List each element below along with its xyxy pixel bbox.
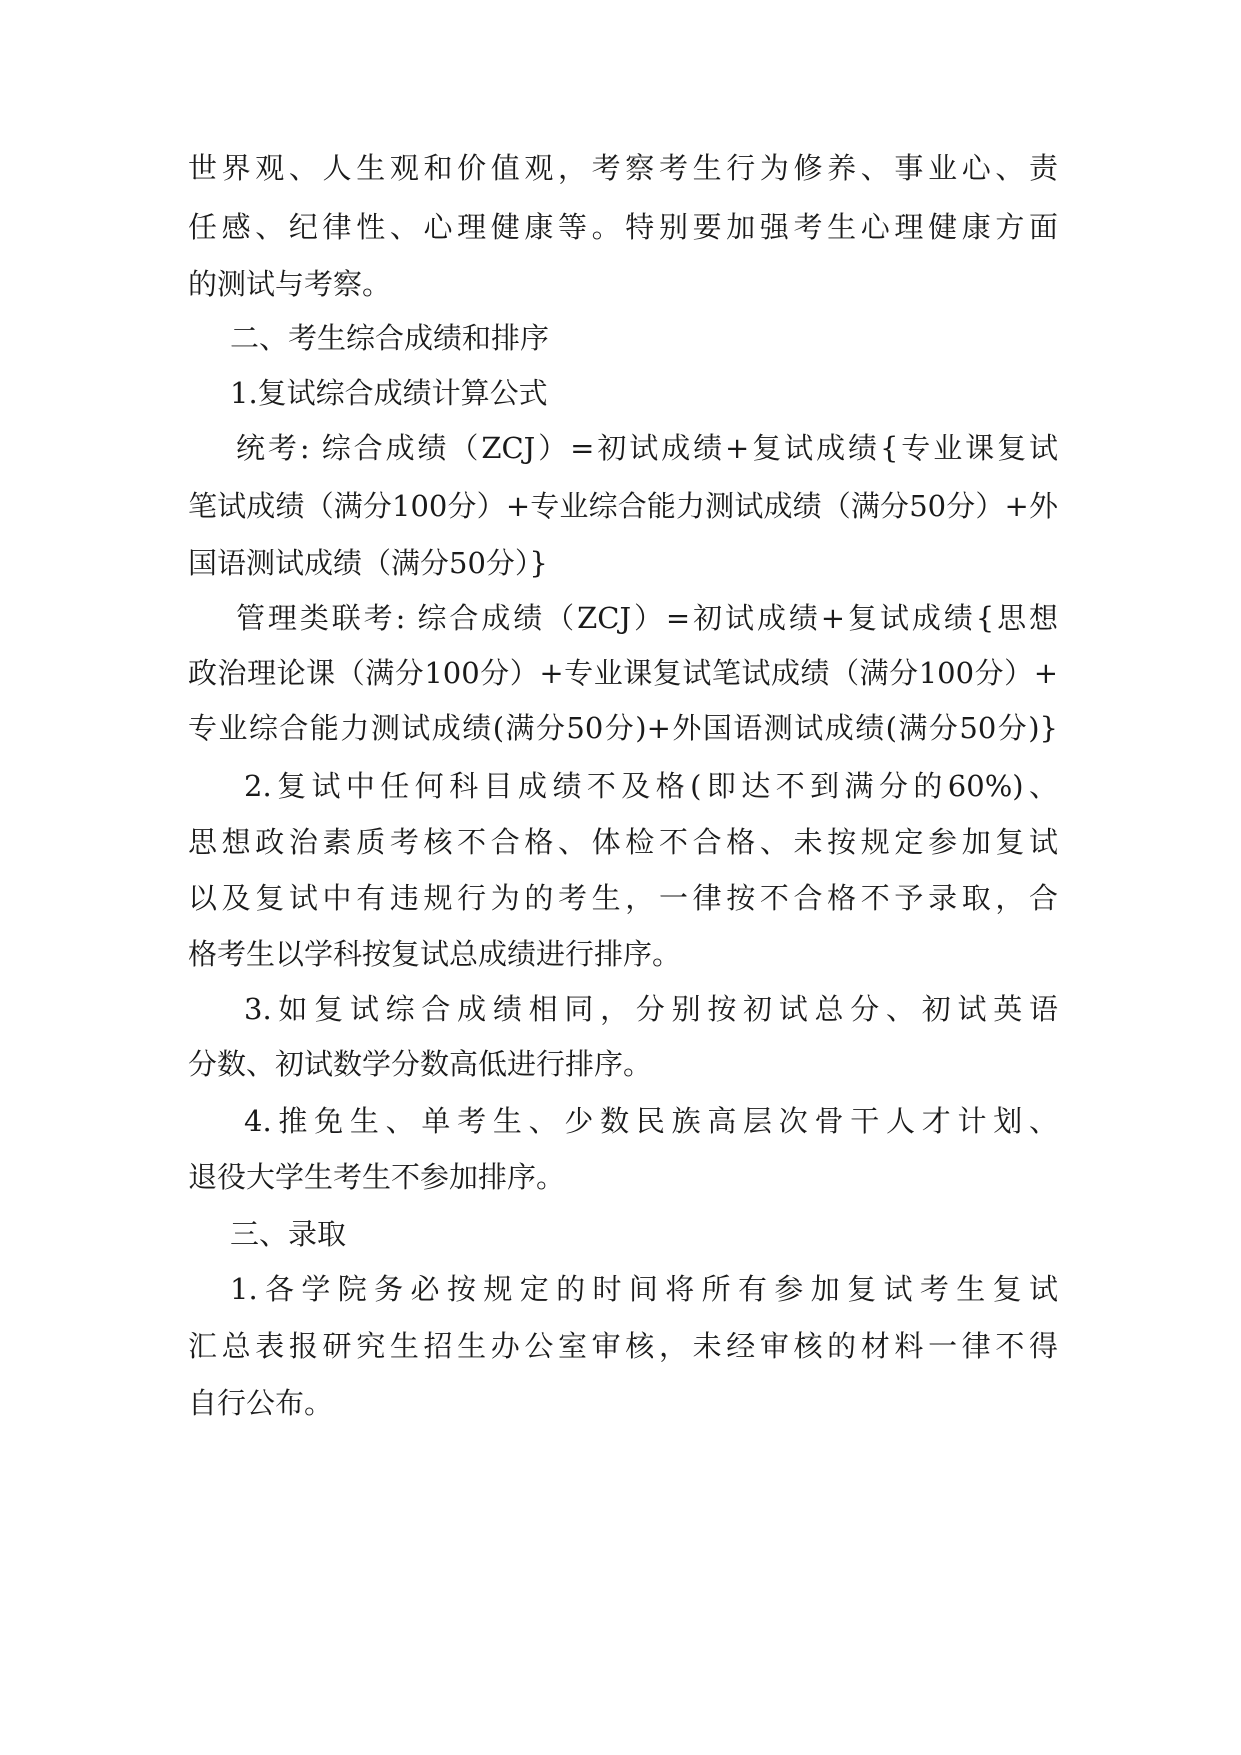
para-line: 政治理论课（满分100分）+专业课复试笔试成绩（满分100分）+ (188, 656, 1058, 690)
para-line: 笔试成绩（满分100分）+专业综合能力测试成绩（满分50分）+外 (188, 489, 1058, 523)
para-line: 自行公布。 (188, 1386, 334, 1420)
para-line: 专业综合能力测试成绩(满分50分)+外国语测试成绩(满分50分)} (188, 711, 1058, 745)
para-line: 国语测试成绩（满分50分）} (188, 546, 548, 580)
subsection-heading: 1.复试综合成绩计算公式 (230, 376, 548, 410)
para-line: 2.复试中任何科目成绩不及格(即达不到满分的60%)、 (244, 769, 1058, 803)
para-line: 4.推免生、单考生、少数民族高层次骨干人才计划、 (244, 1104, 1058, 1138)
para-line: 思想政治素质考核不合格、体检不合格、未按规定参加复试 (188, 825, 1058, 859)
para-line: 世界观、人生观和价值观，考察考生行为修养、事业心、责 (188, 151, 1058, 185)
para-line: 3.如复试综合成绩相同，分别按初试总分、初试英语 (244, 992, 1058, 1026)
para-line: 1.各学院务必按规定的时间将所有参加复试考生复试 (230, 1272, 1058, 1306)
para-line: 统考: 综合成绩（ZCJ）=初试成绩+复试成绩{专业课复试 (236, 431, 1058, 465)
para-line: 的测试与考察。 (188, 267, 392, 301)
section-heading: 三、录取 (230, 1217, 347, 1251)
section-heading: 二、考生综合成绩和排序 (230, 321, 550, 355)
para-line: 任感、纪律性、心理健康等。特别要加强考生心理健康方面 (188, 210, 1058, 244)
para-line: 汇总表报研究生招生办公室审核，未经审核的材料一律不得 (188, 1329, 1058, 1363)
para-line: 管理类联考: 综合成绩（ZCJ）=初试成绩+复试成绩{思想 (236, 601, 1058, 635)
para-line: 格考生以学科按复试总成绩进行排序。 (188, 937, 682, 971)
para-line: 退役大学生考生不参加排序。 (188, 1160, 566, 1194)
para-line: 分数、初试数学分数高低进行排序。 (188, 1047, 653, 1081)
para-line: 以及复试中有违规行为的考生，一律按不合格不予录取，合 (188, 881, 1058, 915)
